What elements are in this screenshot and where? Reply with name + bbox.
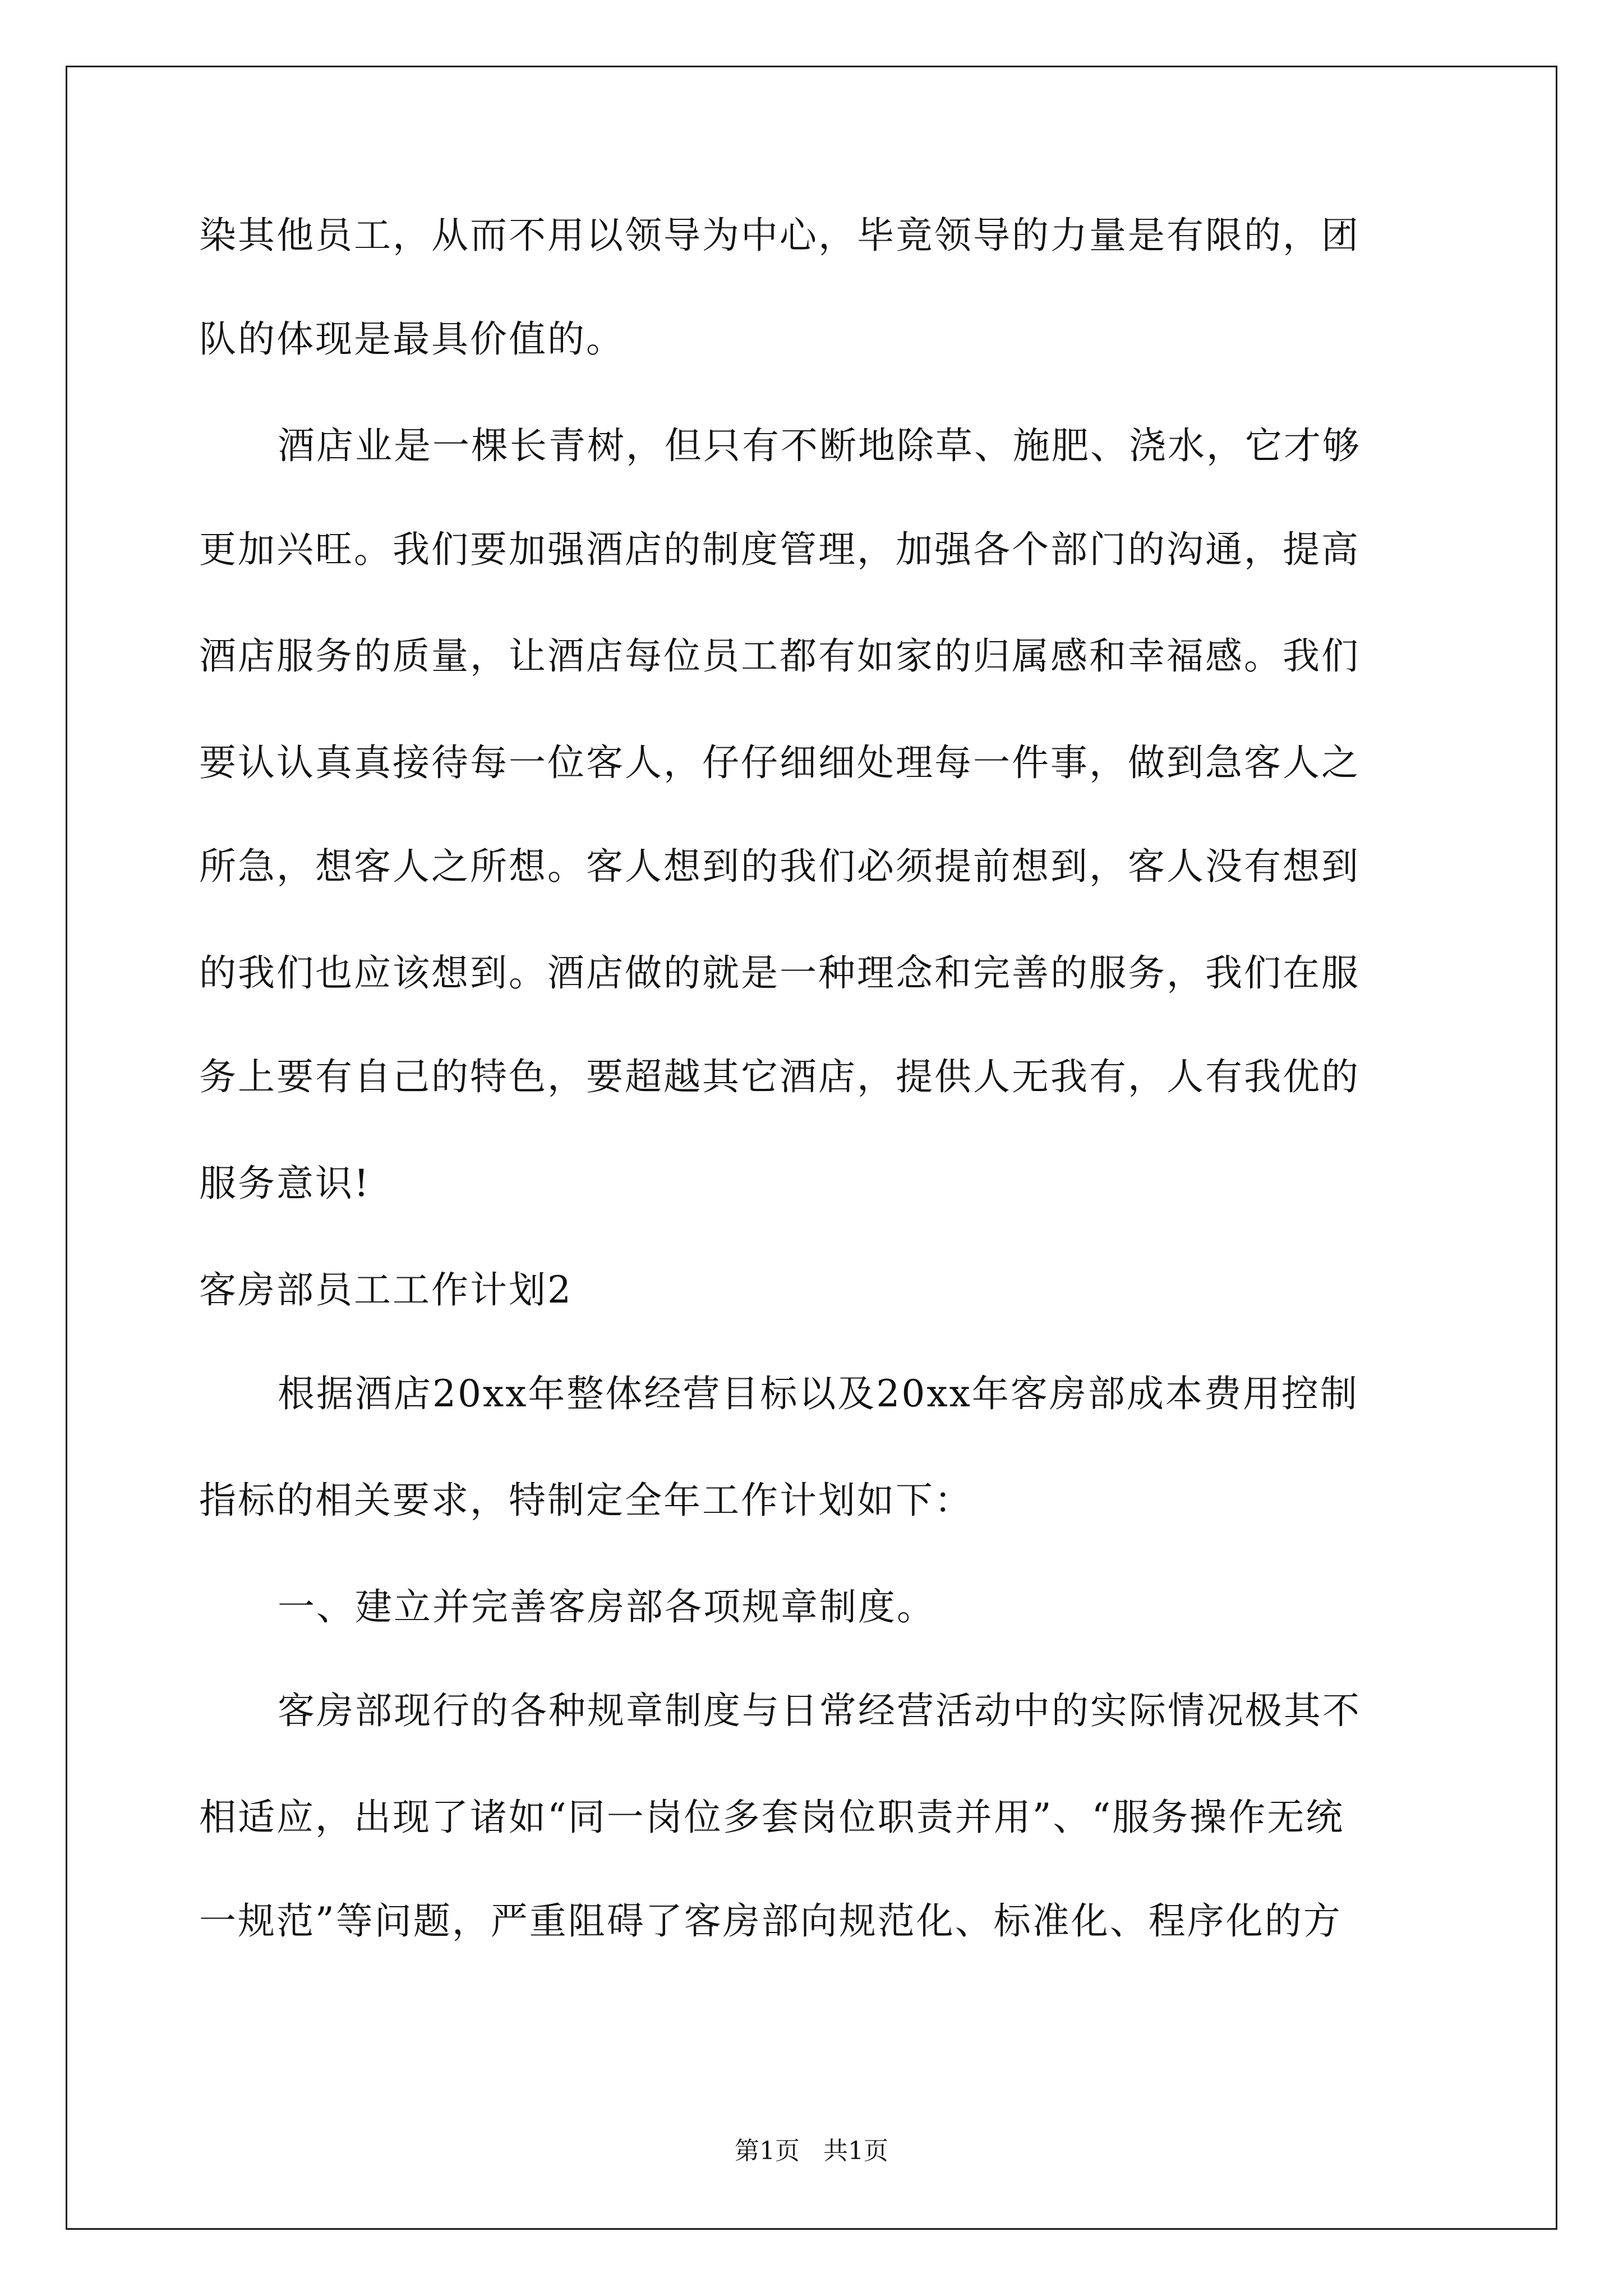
page-footer: 第1页 共1页 xyxy=(735,2137,888,2165)
text-line: 服务意识! xyxy=(199,1162,371,1205)
text-line: 染其他员工，从而不用以领导为中心，毕竟领导的力量是有限的，团 xyxy=(199,214,1360,257)
text-line: 的我们也应该想到。酒店做的就是一种理念和完善的服务，我们在服 xyxy=(199,951,1360,995)
text-line: 酒店服务的质量，让酒店每位员工都有如家的归属感和幸福感。我们 xyxy=(199,634,1360,678)
paragraph-first-line: 酒店业是一棵长青树，但只有不断地除草、施肥、浇水，它才够 xyxy=(278,424,1361,467)
text-line: 指标的相关要求，特制定全年工作计划如下： xyxy=(199,1479,973,1522)
section-heading: 客房部员工工作计划2 xyxy=(199,1268,573,1312)
paragraph-first-line: 客房部现行的各种规章制度与日常经营活动中的实际情况极其不 xyxy=(278,1689,1361,1732)
paragraph-first-line: 根据酒店20xx年整体经营目标以及20xx年客房部成本费用控制 xyxy=(278,1372,1359,1415)
text-line: 务上要有自己的特色，要超越其它酒店，提供人无我有，人有我优的 xyxy=(199,1055,1360,1098)
text-line: 更加兴旺。我们要加强酒店的制度管理，加强各个部门的沟通，提高 xyxy=(199,528,1360,571)
text-line: 一规范”等问题，严重阻碍了客房部向规范化、标准化、程序化的方 xyxy=(199,1899,1342,1943)
text-line: 相适应，出现了诸如“同一岗位多套岗位职责并用”、“服务操作无统 xyxy=(199,1796,1345,1839)
text-line: 所急，想客人之所想。客人想到的我们必须提前想到，客人没有想到 xyxy=(199,845,1360,888)
text-line: 要认认真真接待每一位客人，仔仔细细处理每一件事，做到急客人之 xyxy=(199,741,1360,784)
text-line: 队的体现是最具价值的。 xyxy=(199,318,625,361)
subsection-heading: 一、建立并完善客房部各项规章制度。 xyxy=(278,1585,935,1628)
